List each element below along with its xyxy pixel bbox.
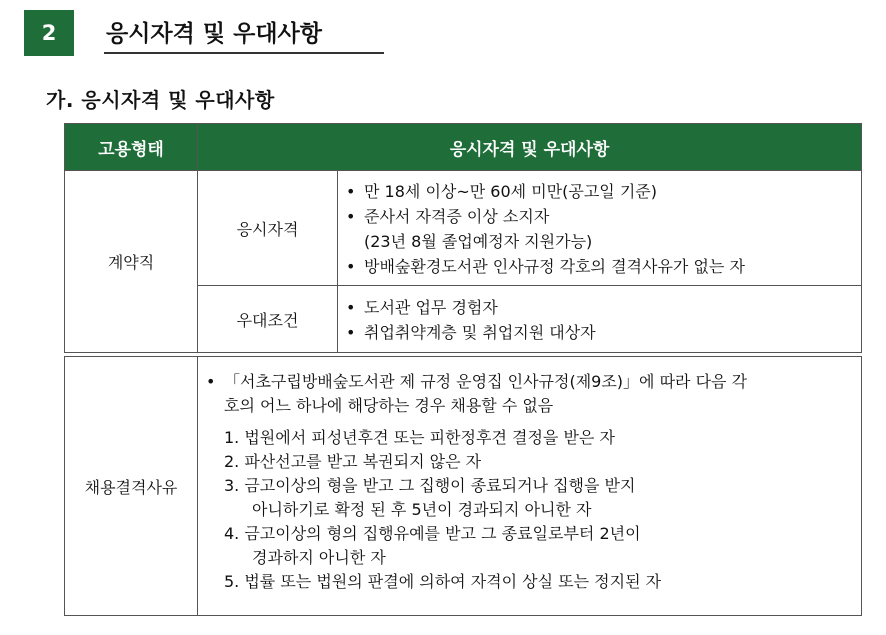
intro-line-1: 「서초구립방배숲도서관 제 규정 운영집 인사규정(제9조)」에 따라 다음 각	[224, 372, 748, 391]
list-item	[224, 474, 855, 522]
list-item	[346, 179, 855, 204]
bullet-text: 도서관 업무 경험자	[364, 298, 498, 317]
employment-type-cell: 계약직	[65, 171, 198, 353]
disqualification-body	[198, 357, 861, 602]
item-text: 3. 금고이상의 형을 받고 그 집행이 종료되거나 집행을 받지	[224, 476, 636, 495]
bullet-icon: •	[346, 298, 356, 317]
bullet-text: 취업취약계층 및 취업지원 대상자	[364, 323, 596, 342]
bullet-icon: •	[346, 257, 356, 276]
section-number-badge: 2	[24, 10, 74, 56]
item-text: 4. 금고이상의 형의 집행유예를 받고 그 종료일로부터 2년이	[224, 524, 641, 543]
section-title: 응시자격 및 우대사항	[104, 10, 384, 54]
preference-bullet-list	[338, 287, 861, 351]
disqualification-label: 채용결격사유	[65, 357, 198, 616]
list-item	[224, 450, 855, 474]
bullet-text: 방배숲환경도서관 인사규정 각호의 결격사유가 없는 자	[364, 257, 745, 276]
disqualification-intro	[206, 370, 855, 418]
intro-line-2: 호의 어느 하나에 해당하는 경우 채용할 수 없음	[224, 396, 554, 415]
header-qualifications: 응시자격 및 우대사항	[198, 124, 862, 171]
section-header	[24, 10, 384, 58]
bullet-icon: •	[346, 182, 356, 201]
qualification-table	[64, 123, 862, 353]
list-item	[346, 295, 855, 320]
sub-title: 가. 응시자격 및 우대사항	[46, 88, 275, 112]
row-label-qualification: 응시자격	[198, 171, 338, 286]
qualification-bullet-list	[338, 171, 861, 285]
table-row	[65, 171, 862, 286]
disqualification-list	[206, 426, 855, 594]
preference-bullets-cell	[338, 286, 862, 353]
item-continuation: 아니하기로 확정 된 후 5년이 경과되지 아니한 자	[252, 500, 592, 519]
item-text: 2. 파산선고를 받고 복권되지 않은 자	[224, 452, 482, 471]
qualification-bullets-cell	[338, 171, 862, 286]
bullet-icon: •	[346, 323, 356, 342]
bullet-text: 준사서 자격증 이상 소지자	[364, 207, 550, 226]
list-item	[224, 570, 855, 594]
bullet-icon: •	[346, 207, 356, 226]
bullet-text: 만 18세 이상~만 60세 미만(공고일 기준)	[364, 182, 657, 201]
item-text: 1. 법원에서 피성년후견 또는 피한정후견 결정을 받은 자	[224, 428, 615, 447]
item-continuation: 경과하지 아니한 자	[252, 548, 386, 567]
qualification-table-header-row	[65, 124, 862, 171]
row-label-preference: 우대조건	[198, 286, 338, 353]
list-item	[224, 522, 855, 570]
list-item	[346, 254, 855, 279]
disqualification-content-cell	[198, 357, 862, 616]
list-item	[346, 204, 855, 254]
bullet-continuation: (23년 8월 졸업예정자 지원가능)	[364, 232, 593, 251]
bullet-icon: •	[206, 372, 216, 391]
item-text: 5. 법률 또는 법원의 판결에 의하여 자격이 상실 또는 정지된 자	[224, 572, 662, 591]
disqualification-table	[64, 356, 862, 616]
list-item	[224, 426, 855, 450]
list-item	[346, 320, 855, 345]
header-employment-type: 고용형태	[65, 124, 198, 171]
table-row	[65, 357, 862, 616]
